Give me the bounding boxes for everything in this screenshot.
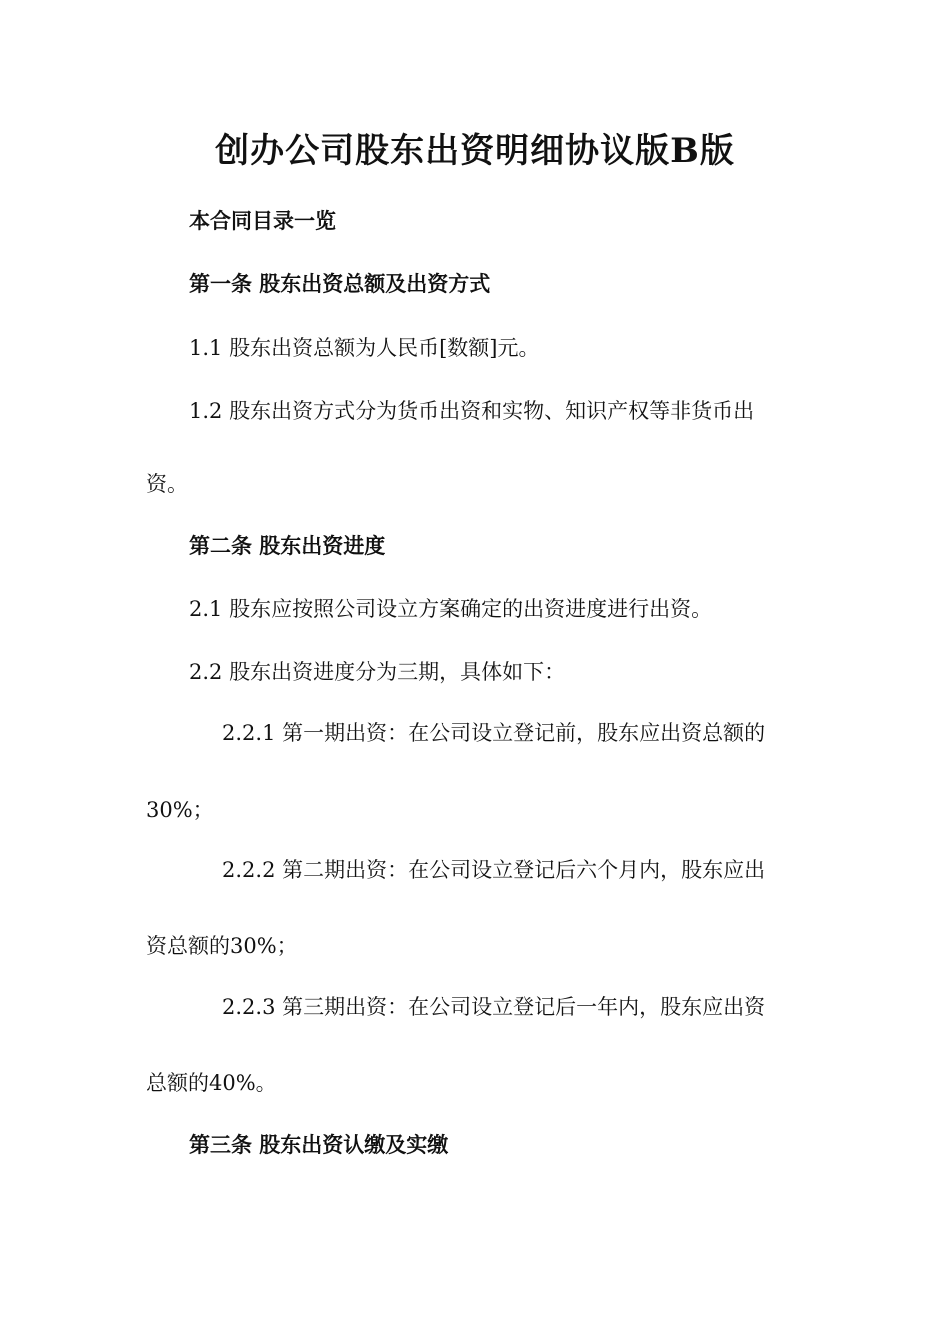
- article-1-heading: 第一条 股东出资总额及出资方式: [189, 272, 491, 296]
- document-title: 创办公司股东出资明细协议版B版: [215, 131, 735, 171]
- clause-2-2-1-line-1: 2.2.1 第一期出资：在公司设立登记前，股东应出资总额的: [222, 721, 766, 745]
- clause-1-2-line-2: 资。: [146, 472, 188, 496]
- clause-1-1: 1.1 股东出资总额为人民币[数额]元。: [189, 336, 540, 360]
- clause-2-2-3-line-2: 总额的40%。: [146, 1071, 277, 1095]
- clause-2-1: 2.1 股东应按照公司设立方案确定的出资进度进行出资。: [189, 597, 713, 621]
- article-3-heading: 第三条 股东出资认缴及实缴: [189, 1133, 449, 1157]
- clause-1-2-line-1: 1.2 股东出资方式分为货币出资和实物、知识产权等非货币出: [189, 399, 755, 423]
- article-2-heading: 第二条 股东出资进度: [189, 534, 386, 558]
- clause-2-2: 2.2 股东出资进度分为三期，具体如下：: [189, 660, 566, 684]
- clause-2-2-1-line-2: 30%；: [146, 798, 214, 822]
- toc-heading: 本合同目录一览: [189, 209, 336, 233]
- clause-2-2-2-line-2: 资总额的30%；: [146, 934, 298, 958]
- clause-2-2-3-line-1: 2.2.3 第三期出资：在公司设立登记后一年内，股东应出资: [222, 995, 766, 1019]
- clause-2-2-2-line-1: 2.2.2 第二期出资：在公司设立登记后六个月内，股东应出: [222, 858, 766, 882]
